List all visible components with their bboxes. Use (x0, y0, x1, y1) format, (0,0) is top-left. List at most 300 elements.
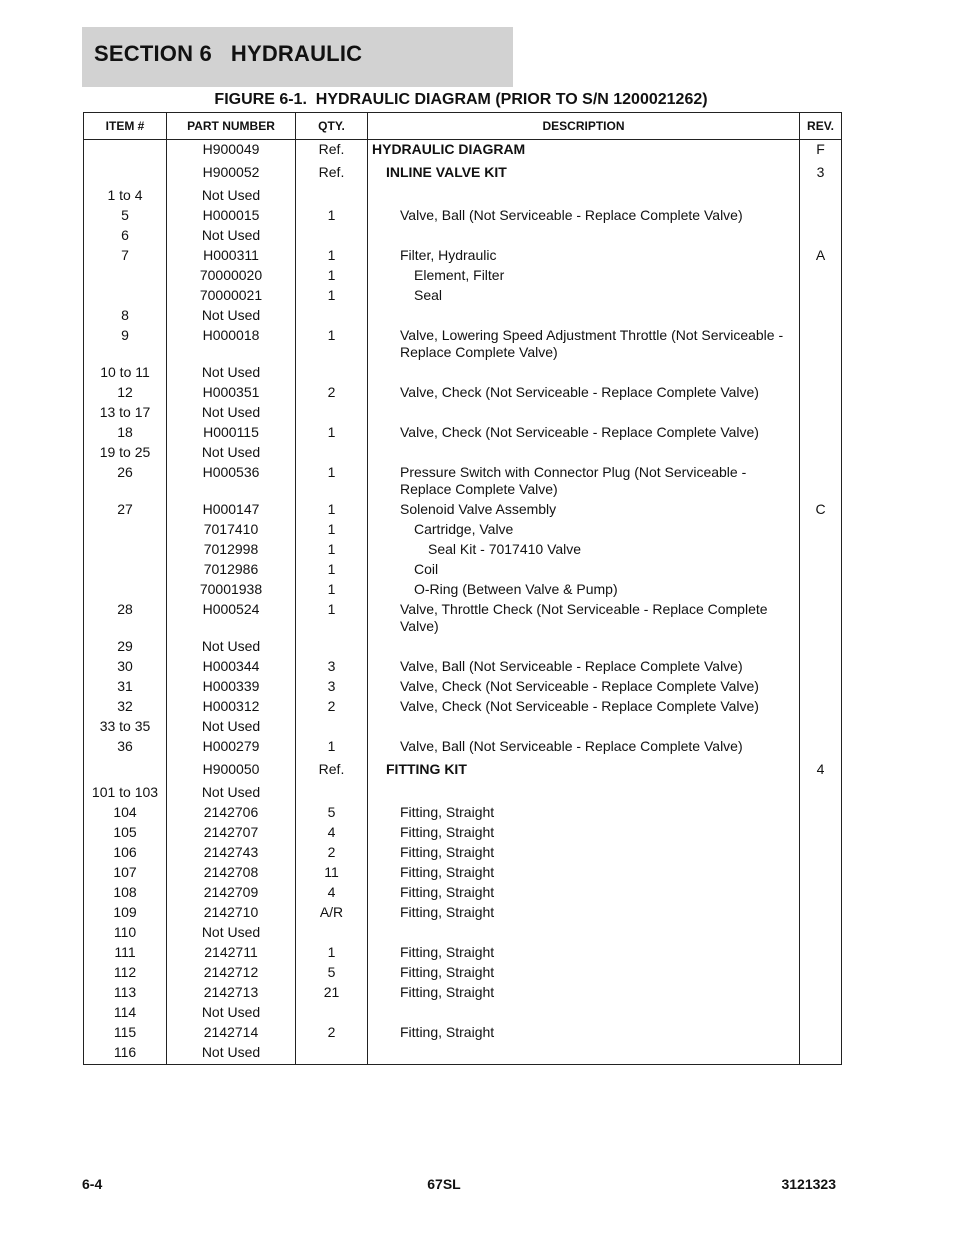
cell-description (368, 823, 800, 843)
table-row (84, 383, 842, 403)
table-row (84, 783, 842, 803)
cell-rev (800, 443, 842, 463)
cell-rev (800, 843, 842, 863)
cell-rev (800, 963, 842, 983)
cell-rev (800, 186, 842, 206)
cell-rev (800, 737, 842, 760)
description-text: Fitting, Straight (400, 844, 495, 860)
cell-part-number: H000344 (167, 657, 296, 677)
cell-qty: 2 (296, 843, 368, 863)
cell-item: 36 (84, 737, 167, 760)
cell-item: 30 (84, 657, 167, 677)
cell-item: 26 (84, 463, 167, 500)
cell-description (368, 697, 800, 717)
cell-rev (800, 983, 842, 1003)
cell-description (368, 306, 800, 326)
cell-description (368, 363, 800, 383)
cell-item: 18 (84, 423, 167, 443)
table-row (84, 206, 842, 226)
cell-description (368, 383, 800, 403)
parts-table (83, 112, 842, 1065)
cell-qty: 1 (296, 560, 368, 580)
cell-description (368, 266, 800, 286)
cell-qty: 1 (296, 580, 368, 600)
cell-item: 1 to 4 (84, 186, 167, 206)
cell-item: 116 (84, 1043, 167, 1065)
table-body (84, 140, 842, 1065)
cell-part-number: 2142709 (167, 883, 296, 903)
cell-part-number: 2142714 (167, 1023, 296, 1043)
cell-rev: 3 (800, 163, 842, 186)
table-row (84, 580, 842, 600)
cell-description (368, 717, 800, 737)
table-row (84, 823, 842, 843)
cell-part-number: Not Used (167, 363, 296, 383)
cell-description (368, 983, 800, 1003)
cell-description (368, 403, 800, 423)
section-banner (82, 27, 513, 87)
cell-item (84, 520, 167, 540)
cell-rev: 4 (800, 760, 842, 783)
cell-description (368, 560, 800, 580)
cell-part-number: H000311 (167, 246, 296, 266)
table-row (84, 697, 842, 717)
cell-part-number: H000279 (167, 737, 296, 760)
cell-item: 111 (84, 943, 167, 963)
cell-rev (800, 803, 842, 823)
description-text: Valve, Throttle Check (Not Serviceable - Replace Complete Valve) (400, 601, 768, 634)
cell-item (84, 140, 167, 164)
cell-part-number: Not Used (167, 717, 296, 737)
cell-qty (296, 186, 368, 206)
cell-part-number: H900050 (167, 760, 296, 783)
cell-qty: Ref. (296, 760, 368, 783)
description-text: Fitting, Straight (400, 904, 495, 920)
description-text: Fitting, Straight (400, 964, 495, 980)
table-row (84, 140, 842, 164)
cell-part-number: 7012998 (167, 540, 296, 560)
cell-description (368, 443, 800, 463)
table-row (84, 306, 842, 326)
cell-qty: 1 (296, 600, 368, 637)
cell-part-number: Not Used (167, 226, 296, 246)
cell-item (84, 560, 167, 580)
cell-item: 6 (84, 226, 167, 246)
cell-description (368, 140, 800, 164)
cell-qty: Ref. (296, 140, 368, 164)
cell-rev (800, 560, 842, 580)
cell-description (368, 843, 800, 863)
cell-qty (296, 1043, 368, 1065)
table-row (84, 843, 842, 863)
table-header (84, 113, 842, 140)
cell-part-number: Not Used (167, 1043, 296, 1065)
cell-rev (800, 580, 842, 600)
description-text: Valve, Check (Not Serviceable - Replace Complete Valve) (400, 384, 759, 400)
cell-rev (800, 363, 842, 383)
cell-description (368, 923, 800, 943)
cell-qty (296, 783, 368, 803)
cell-item: 33 to 35 (84, 717, 167, 737)
cell-qty: 5 (296, 803, 368, 823)
header-item: ITEM # (84, 113, 167, 140)
cell-part-number: 2142710 (167, 903, 296, 923)
header-rev: REV. (800, 113, 842, 140)
cell-qty (296, 443, 368, 463)
cell-description (368, 657, 800, 677)
cell-qty: 1 (296, 737, 368, 760)
cell-item: 7 (84, 246, 167, 266)
table-row (84, 600, 842, 637)
cell-part-number: Not Used (167, 637, 296, 657)
table-row (84, 463, 842, 500)
cell-qty: 1 (296, 326, 368, 363)
cell-part-number: Not Used (167, 783, 296, 803)
cell-qty (296, 923, 368, 943)
cell-rev (800, 863, 842, 883)
cell-part-number: 7017410 (167, 520, 296, 540)
cell-item: 109 (84, 903, 167, 923)
description-text: Fitting, Straight (400, 824, 495, 840)
cell-rev (800, 306, 842, 326)
cell-part-number: 70000021 (167, 286, 296, 306)
cell-part-number: Not Used (167, 403, 296, 423)
cell-description (368, 963, 800, 983)
cell-description (368, 163, 800, 186)
table-row (84, 423, 842, 443)
table-row (84, 637, 842, 657)
description-text: Valve, Ball (Not Serviceable - Replace Complete Valve) (400, 658, 743, 674)
cell-item: 101 to 103 (84, 783, 167, 803)
cell-qty (296, 306, 368, 326)
cell-item: 19 to 25 (84, 443, 167, 463)
cell-part-number: H000115 (167, 423, 296, 443)
cell-qty: 11 (296, 863, 368, 883)
table-row (84, 863, 842, 883)
cell-item (84, 760, 167, 783)
description-text: Valve, Check (Not Serviceable - Replace Complete Valve) (400, 424, 759, 440)
cell-item: 107 (84, 863, 167, 883)
cell-part-number: 2142707 (167, 823, 296, 843)
cell-qty: 2 (296, 697, 368, 717)
cell-qty (296, 717, 368, 737)
cell-item: 28 (84, 600, 167, 637)
cell-rev (800, 383, 842, 403)
cell-rev (800, 1023, 842, 1043)
cell-qty: 4 (296, 823, 368, 843)
cell-rev (800, 883, 842, 903)
description-text: Valve, Ball (Not Serviceable - Replace Complete Valve) (400, 207, 743, 223)
cell-part-number: 2142743 (167, 843, 296, 863)
cell-description (368, 463, 800, 500)
description-text: Solenoid Valve Assembly (400, 501, 557, 517)
cell-qty: Ref. (296, 163, 368, 186)
cell-description (368, 423, 800, 443)
cell-description (368, 326, 800, 363)
cell-description (368, 677, 800, 697)
table-row (84, 903, 842, 923)
header-part-number: PART NUMBER (167, 113, 296, 140)
description-text: Element, Filter (414, 267, 505, 283)
cell-description (368, 226, 800, 246)
cell-part-number: 70000020 (167, 266, 296, 286)
description-text: HYDRAULIC DIAGRAM (372, 141, 526, 157)
cell-qty: 4 (296, 883, 368, 903)
description-text: Fitting, Straight (400, 864, 495, 880)
table-row (84, 326, 842, 363)
cell-qty: 1 (296, 206, 368, 226)
footer-doc-number: 3121323 (781, 1176, 836, 1192)
description-text: FITTING KIT (386, 761, 467, 777)
cell-item: 31 (84, 677, 167, 697)
cell-qty (296, 363, 368, 383)
cell-item: 110 (84, 923, 167, 943)
table-row (84, 737, 842, 760)
cell-qty: 2 (296, 383, 368, 403)
cell-description (368, 903, 800, 923)
cell-part-number: 2142708 (167, 863, 296, 883)
cell-rev (800, 823, 842, 843)
table-row (84, 186, 842, 206)
description-text: Fitting, Straight (400, 944, 495, 960)
cell-part-number: 2142712 (167, 963, 296, 983)
cell-item (84, 580, 167, 600)
cell-rev (800, 463, 842, 500)
cell-qty: 1 (296, 500, 368, 520)
cell-description (368, 1043, 800, 1065)
cell-part-number: H000524 (167, 600, 296, 637)
cell-item: 5 (84, 206, 167, 226)
cell-qty: A/R (296, 903, 368, 923)
cell-qty: 1 (296, 286, 368, 306)
cell-item: 104 (84, 803, 167, 823)
figure-title: FIGURE 6-1. HYDRAULIC DIAGRAM (PRIOR TO S/N 1200021262) (214, 91, 708, 108)
cell-part-number: H900052 (167, 163, 296, 186)
table-row (84, 677, 842, 697)
cell-description (368, 760, 800, 783)
cell-rev: A (800, 246, 842, 266)
cell-part-number: 2142711 (167, 943, 296, 963)
cell-rev (800, 600, 842, 637)
cell-description (368, 943, 800, 963)
cell-item: 32 (84, 697, 167, 717)
cell-description (368, 206, 800, 226)
description-text: Fitting, Straight (400, 884, 495, 900)
cell-description (368, 737, 800, 760)
footer-model: 67SL (427, 1176, 461, 1192)
cell-item: 108 (84, 883, 167, 903)
cell-rev (800, 943, 842, 963)
cell-qty: 2 (296, 1023, 368, 1043)
header-description: DESCRIPTION (368, 113, 800, 140)
cell-description (368, 246, 800, 266)
section-title: SECTION 6 HYDRAULIC (94, 41, 363, 66)
cell-qty: 1 (296, 246, 368, 266)
cell-part-number: 7012986 (167, 560, 296, 580)
table-row (84, 943, 842, 963)
cell-qty: 21 (296, 983, 368, 1003)
cell-qty: 1 (296, 266, 368, 286)
table-row (84, 983, 842, 1003)
table-row (84, 226, 842, 246)
description-text: Seal (414, 287, 443, 303)
cell-part-number: Not Used (167, 923, 296, 943)
cell-qty: 1 (296, 463, 368, 500)
cell-rev (800, 206, 842, 226)
cell-rev (800, 657, 842, 677)
table-row (84, 923, 842, 943)
cell-part-number: H000015 (167, 206, 296, 226)
cell-rev (800, 677, 842, 697)
cell-rev (800, 1043, 842, 1065)
table-row (84, 363, 842, 383)
cell-rev (800, 783, 842, 803)
description-text: INLINE VALVE KIT (386, 164, 507, 180)
cell-part-number: Not Used (167, 306, 296, 326)
table-row (84, 286, 842, 306)
cell-part-number: 2142706 (167, 803, 296, 823)
cell-qty: 5 (296, 963, 368, 983)
table-row (84, 403, 842, 423)
cell-rev: F (800, 140, 842, 164)
cell-item: 10 to 11 (84, 363, 167, 383)
cell-description (368, 637, 800, 657)
cell-description (368, 863, 800, 883)
cell-part-number: Not Used (167, 443, 296, 463)
cell-part-number: H000018 (167, 326, 296, 363)
cell-description (368, 600, 800, 637)
description-text: Valve, Ball (Not Serviceable - Replace Complete Valve) (400, 738, 743, 754)
table-row (84, 246, 842, 266)
cell-qty (296, 403, 368, 423)
cell-item: 29 (84, 637, 167, 657)
cell-item (84, 286, 167, 306)
table-row (84, 266, 842, 286)
table-row (84, 883, 842, 903)
cell-part-number: Not Used (167, 1003, 296, 1023)
cell-part-number: H900049 (167, 140, 296, 164)
footer-page-number: 6-4 (82, 1176, 103, 1192)
cell-rev (800, 520, 842, 540)
table-row (84, 1003, 842, 1023)
table-row (84, 443, 842, 463)
cell-rev (800, 226, 842, 246)
description-text: Valve, Check (Not Serviceable - Replace Complete Valve) (400, 698, 759, 714)
cell-rev (800, 717, 842, 737)
table-row (84, 657, 842, 677)
cell-description (368, 803, 800, 823)
table-row (84, 560, 842, 580)
cell-rev (800, 903, 842, 923)
cell-rev (800, 326, 842, 363)
cell-description (368, 186, 800, 206)
cell-part-number: H000312 (167, 697, 296, 717)
cell-part-number: 70001938 (167, 580, 296, 600)
cell-item: 12 (84, 383, 167, 403)
cell-qty (296, 226, 368, 246)
cell-item: 106 (84, 843, 167, 863)
cell-item (84, 266, 167, 286)
cell-qty (296, 637, 368, 657)
cell-item: 13 to 17 (84, 403, 167, 423)
cell-qty: 1 (296, 423, 368, 443)
cell-rev (800, 286, 842, 306)
table-row (84, 803, 842, 823)
cell-item (84, 540, 167, 560)
table-row (84, 520, 842, 540)
cell-part-number: H000351 (167, 383, 296, 403)
cell-part-number: Not Used (167, 186, 296, 206)
cell-item (84, 163, 167, 186)
cell-rev (800, 637, 842, 657)
cell-description (368, 540, 800, 560)
cell-description (368, 286, 800, 306)
cell-description (368, 1003, 800, 1023)
table-row (84, 540, 842, 560)
description-text: Cartridge, Valve (414, 521, 514, 537)
description-text: Fitting, Straight (400, 984, 495, 1000)
table-row (84, 717, 842, 737)
cell-rev (800, 403, 842, 423)
cell-qty: 1 (296, 943, 368, 963)
cell-qty: 1 (296, 540, 368, 560)
cell-description (368, 1023, 800, 1043)
cell-qty: 1 (296, 520, 368, 540)
cell-rev (800, 1003, 842, 1023)
cell-part-number: 2142713 (167, 983, 296, 1003)
cell-part-number: H000339 (167, 677, 296, 697)
cell-description (368, 580, 800, 600)
cell-item: 105 (84, 823, 167, 843)
description-text: Valve, Lowering Speed Adjustment Throttle (Not Serviceable - Replace Complete Valve) (400, 327, 784, 360)
description-text: Fitting, Straight (400, 1024, 495, 1040)
cell-part-number: H000147 (167, 500, 296, 520)
description-text: Filter, Hydraulic (400, 247, 497, 263)
cell-rev (800, 923, 842, 943)
cell-item: 27 (84, 500, 167, 520)
cell-rev (800, 697, 842, 717)
cell-item: 9 (84, 326, 167, 363)
cell-rev (800, 266, 842, 286)
table-row (84, 1043, 842, 1065)
description-text: Seal Kit - 7017410 Valve (428, 541, 582, 557)
description-text: Pressure Switch with Connector Plug (Not Serviceable - Replace Complete Valve) (400, 464, 747, 497)
cell-qty (296, 1003, 368, 1023)
table-row (84, 963, 842, 983)
cell-rev: C (800, 500, 842, 520)
table-row (84, 760, 842, 783)
description-text: Valve, Check (Not Serviceable - Replace Complete Valve) (400, 678, 759, 694)
cell-qty: 3 (296, 677, 368, 697)
cell-rev (800, 540, 842, 560)
cell-item: 113 (84, 983, 167, 1003)
cell-qty: 3 (296, 657, 368, 677)
table-row (84, 500, 842, 520)
cell-description (368, 883, 800, 903)
cell-item: 8 (84, 306, 167, 326)
header-qty: QTY. (296, 113, 368, 140)
description-text: Coil (414, 561, 439, 577)
cell-item: 112 (84, 963, 167, 983)
cell-description (368, 500, 800, 520)
cell-item: 114 (84, 1003, 167, 1023)
table-row (84, 1023, 842, 1043)
table-row (84, 163, 842, 186)
cell-rev (800, 423, 842, 443)
description-text: O-Ring (Between Valve & Pump) (414, 581, 618, 597)
cell-part-number: H000536 (167, 463, 296, 500)
description-text: Fitting, Straight (400, 804, 495, 820)
